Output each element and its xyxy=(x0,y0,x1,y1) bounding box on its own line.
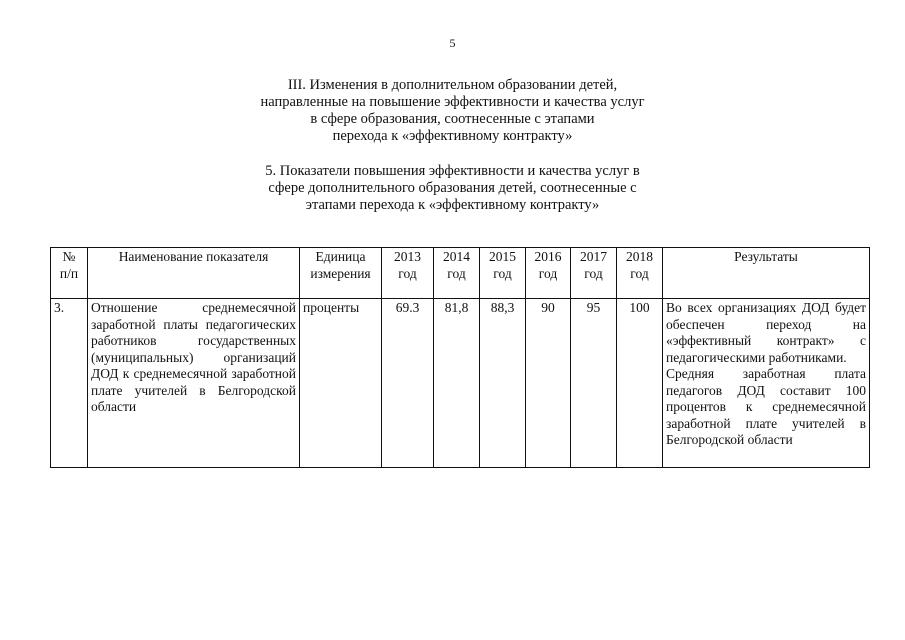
section-heading-line: III. Изменения в дополнительном образовании детей, xyxy=(287,77,618,93)
section-heading-line: в сфере образования, соотнесенные с этапами xyxy=(310,111,595,127)
indicator-unit: проценты xyxy=(300,299,382,468)
header-unit: Единица измерения xyxy=(300,248,382,299)
table-header-row xyxy=(51,248,870,299)
section-heading-line: направленные на повышение эффективности и качества услуг xyxy=(260,94,645,110)
result-paragraph: Средняя заработная плата педагогов ДОД составит 100 процентов к среднемесячной заработной плате учителей в Белгородской области xyxy=(666,366,866,447)
header-year-2016: 2016 год xyxy=(526,248,571,299)
section-heading xyxy=(0,77,905,145)
section-heading-line: перехода к «эффективному контракту» xyxy=(332,128,573,144)
header-name: Наименование показателя xyxy=(88,248,300,299)
value-2014: 81,8 xyxy=(434,299,480,468)
header-year-2014: 2014 год xyxy=(434,248,480,299)
value-2018: 100 xyxy=(617,299,663,468)
indicator-name: Отношение среднемесячной заработной платы педагогических работников государственных (муниципальных) организаций ДОД к среднемесячной заработной плате учителей в Белгородской области xyxy=(88,299,300,468)
header-num: № п/п xyxy=(51,248,88,299)
header-year-2017: 2017 год xyxy=(571,248,617,299)
indicators-heading-line: сфере дополнительного образования детей, соотнесенные с xyxy=(268,180,637,196)
value-2013: 69.3 xyxy=(382,299,434,468)
indicators-heading xyxy=(0,163,905,214)
indicators-table xyxy=(50,247,870,468)
value-2017: 95 xyxy=(571,299,617,468)
row-number: 3. xyxy=(51,299,88,468)
indicators-heading-line: этапами перехода к «эффективному контракту» xyxy=(305,197,600,213)
header-year-2013: 2013 год xyxy=(382,248,434,299)
header-year-2015: 2015 год xyxy=(480,248,526,299)
result-paragraph: Во всех организациях ДОД будет обеспечен переход на «эффективный контракт» с педагогическими работниками. xyxy=(666,300,866,365)
header-results: Результаты xyxy=(663,248,870,299)
header-year-2018: 2018 год xyxy=(617,248,663,299)
table-row xyxy=(51,299,870,468)
indicators-heading-line: 5. Показатели повышения эффективности и качества услуг в xyxy=(265,163,640,179)
page-number: 5 xyxy=(449,36,456,50)
indicator-results xyxy=(663,299,870,468)
value-2015: 88,3 xyxy=(480,299,526,468)
value-2016: 90 xyxy=(526,299,571,468)
